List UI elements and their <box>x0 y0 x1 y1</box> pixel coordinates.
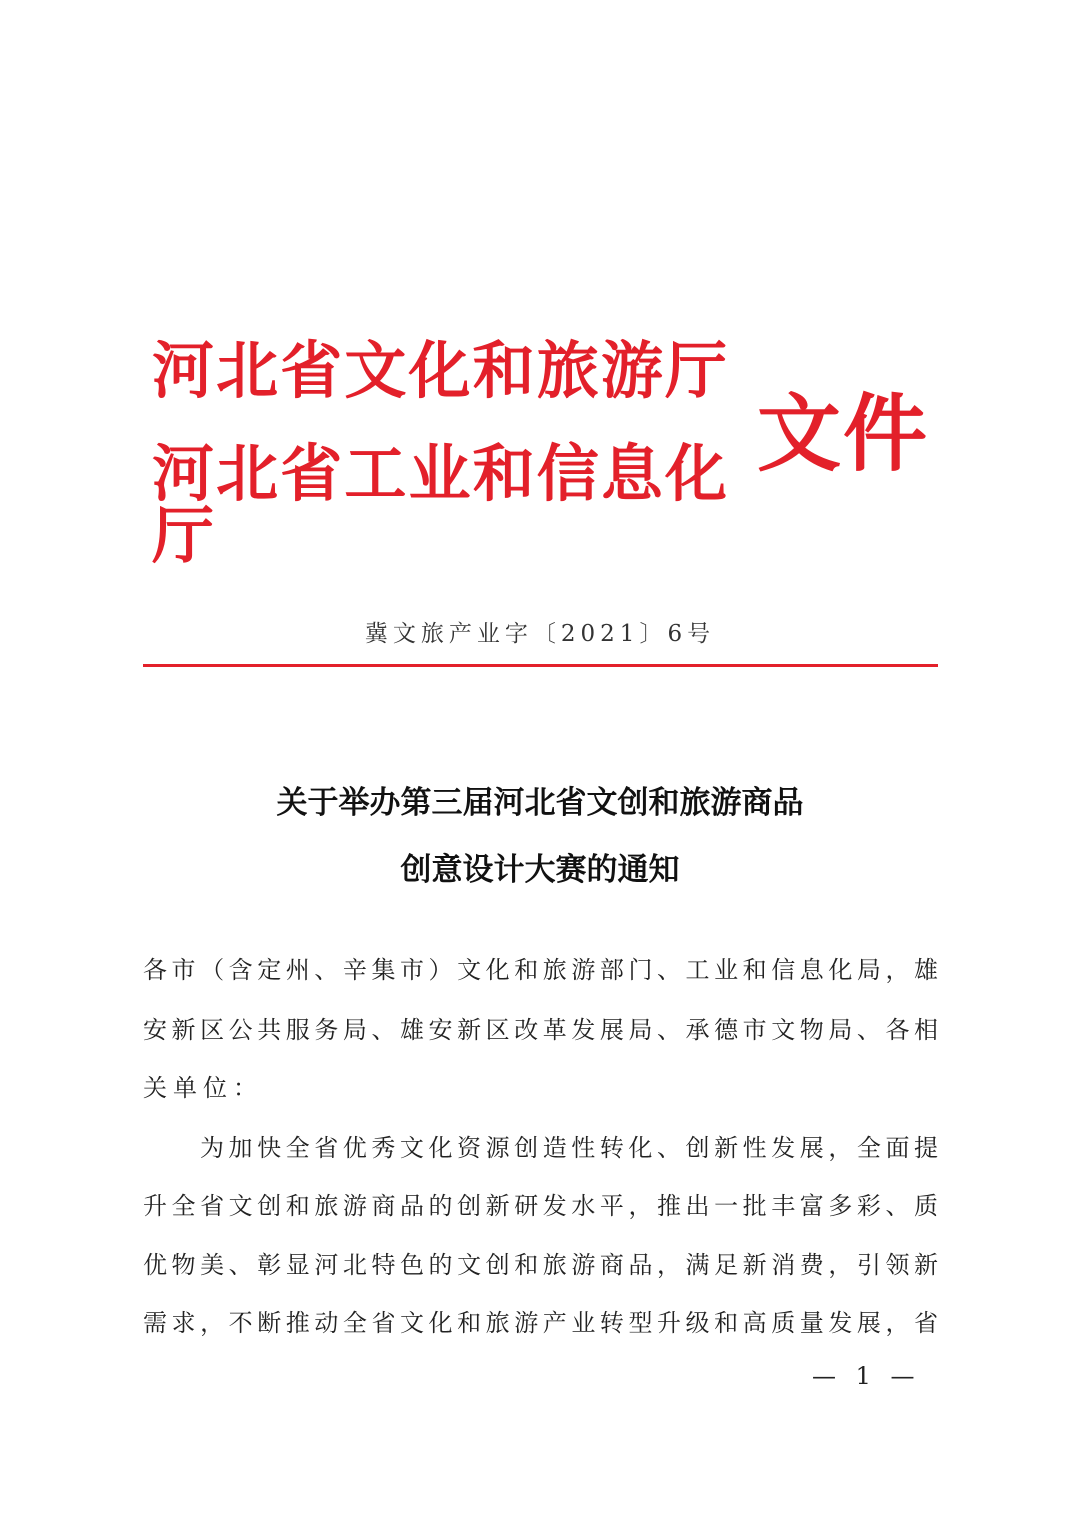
issuing-org-line-2: 河北省工业和信息化厅 <box>152 437 727 572</box>
notice-title-line-1: 关于举办第三届河北省文创和旅游商品 <box>276 785 804 821</box>
body-line: 关单位： <box>143 1074 263 1102</box>
document-number: 冀文旅产业字〔2021〕6号 <box>364 621 716 647</box>
body-line: 升全省文创和旅游商品的创新研发水平，推出一批丰富多彩、质 <box>143 1192 938 1220</box>
body-line: 各市（含定州、辛集市）文化和旅游部门、工业和信息化局，雄 <box>143 956 938 984</box>
issuing-org-line-1: 河北省文化和旅游厅 <box>152 334 727 407</box>
page-number: — 1 — <box>812 1362 921 1390</box>
body-line: 需求，不断推动全省文化和旅游产业转型升级和高质量发展，省 <box>143 1309 938 1337</box>
notice-title-line-2: 创意设计大赛的通知 <box>400 852 680 888</box>
red-divider-line <box>143 664 938 667</box>
body-line: 为加快全省优秀文化资源创造性转化、创新性发展，全面提 <box>200 1134 938 1162</box>
body-line: 安新区公共服务局、雄安新区改革发展局、承德市文物局、各相 <box>143 1016 938 1044</box>
body-line: 优物美、彰显河北特色的文创和旅游商品，满足新消费，引领新 <box>143 1251 938 1279</box>
document-type-label: 文件 <box>757 384 930 483</box>
